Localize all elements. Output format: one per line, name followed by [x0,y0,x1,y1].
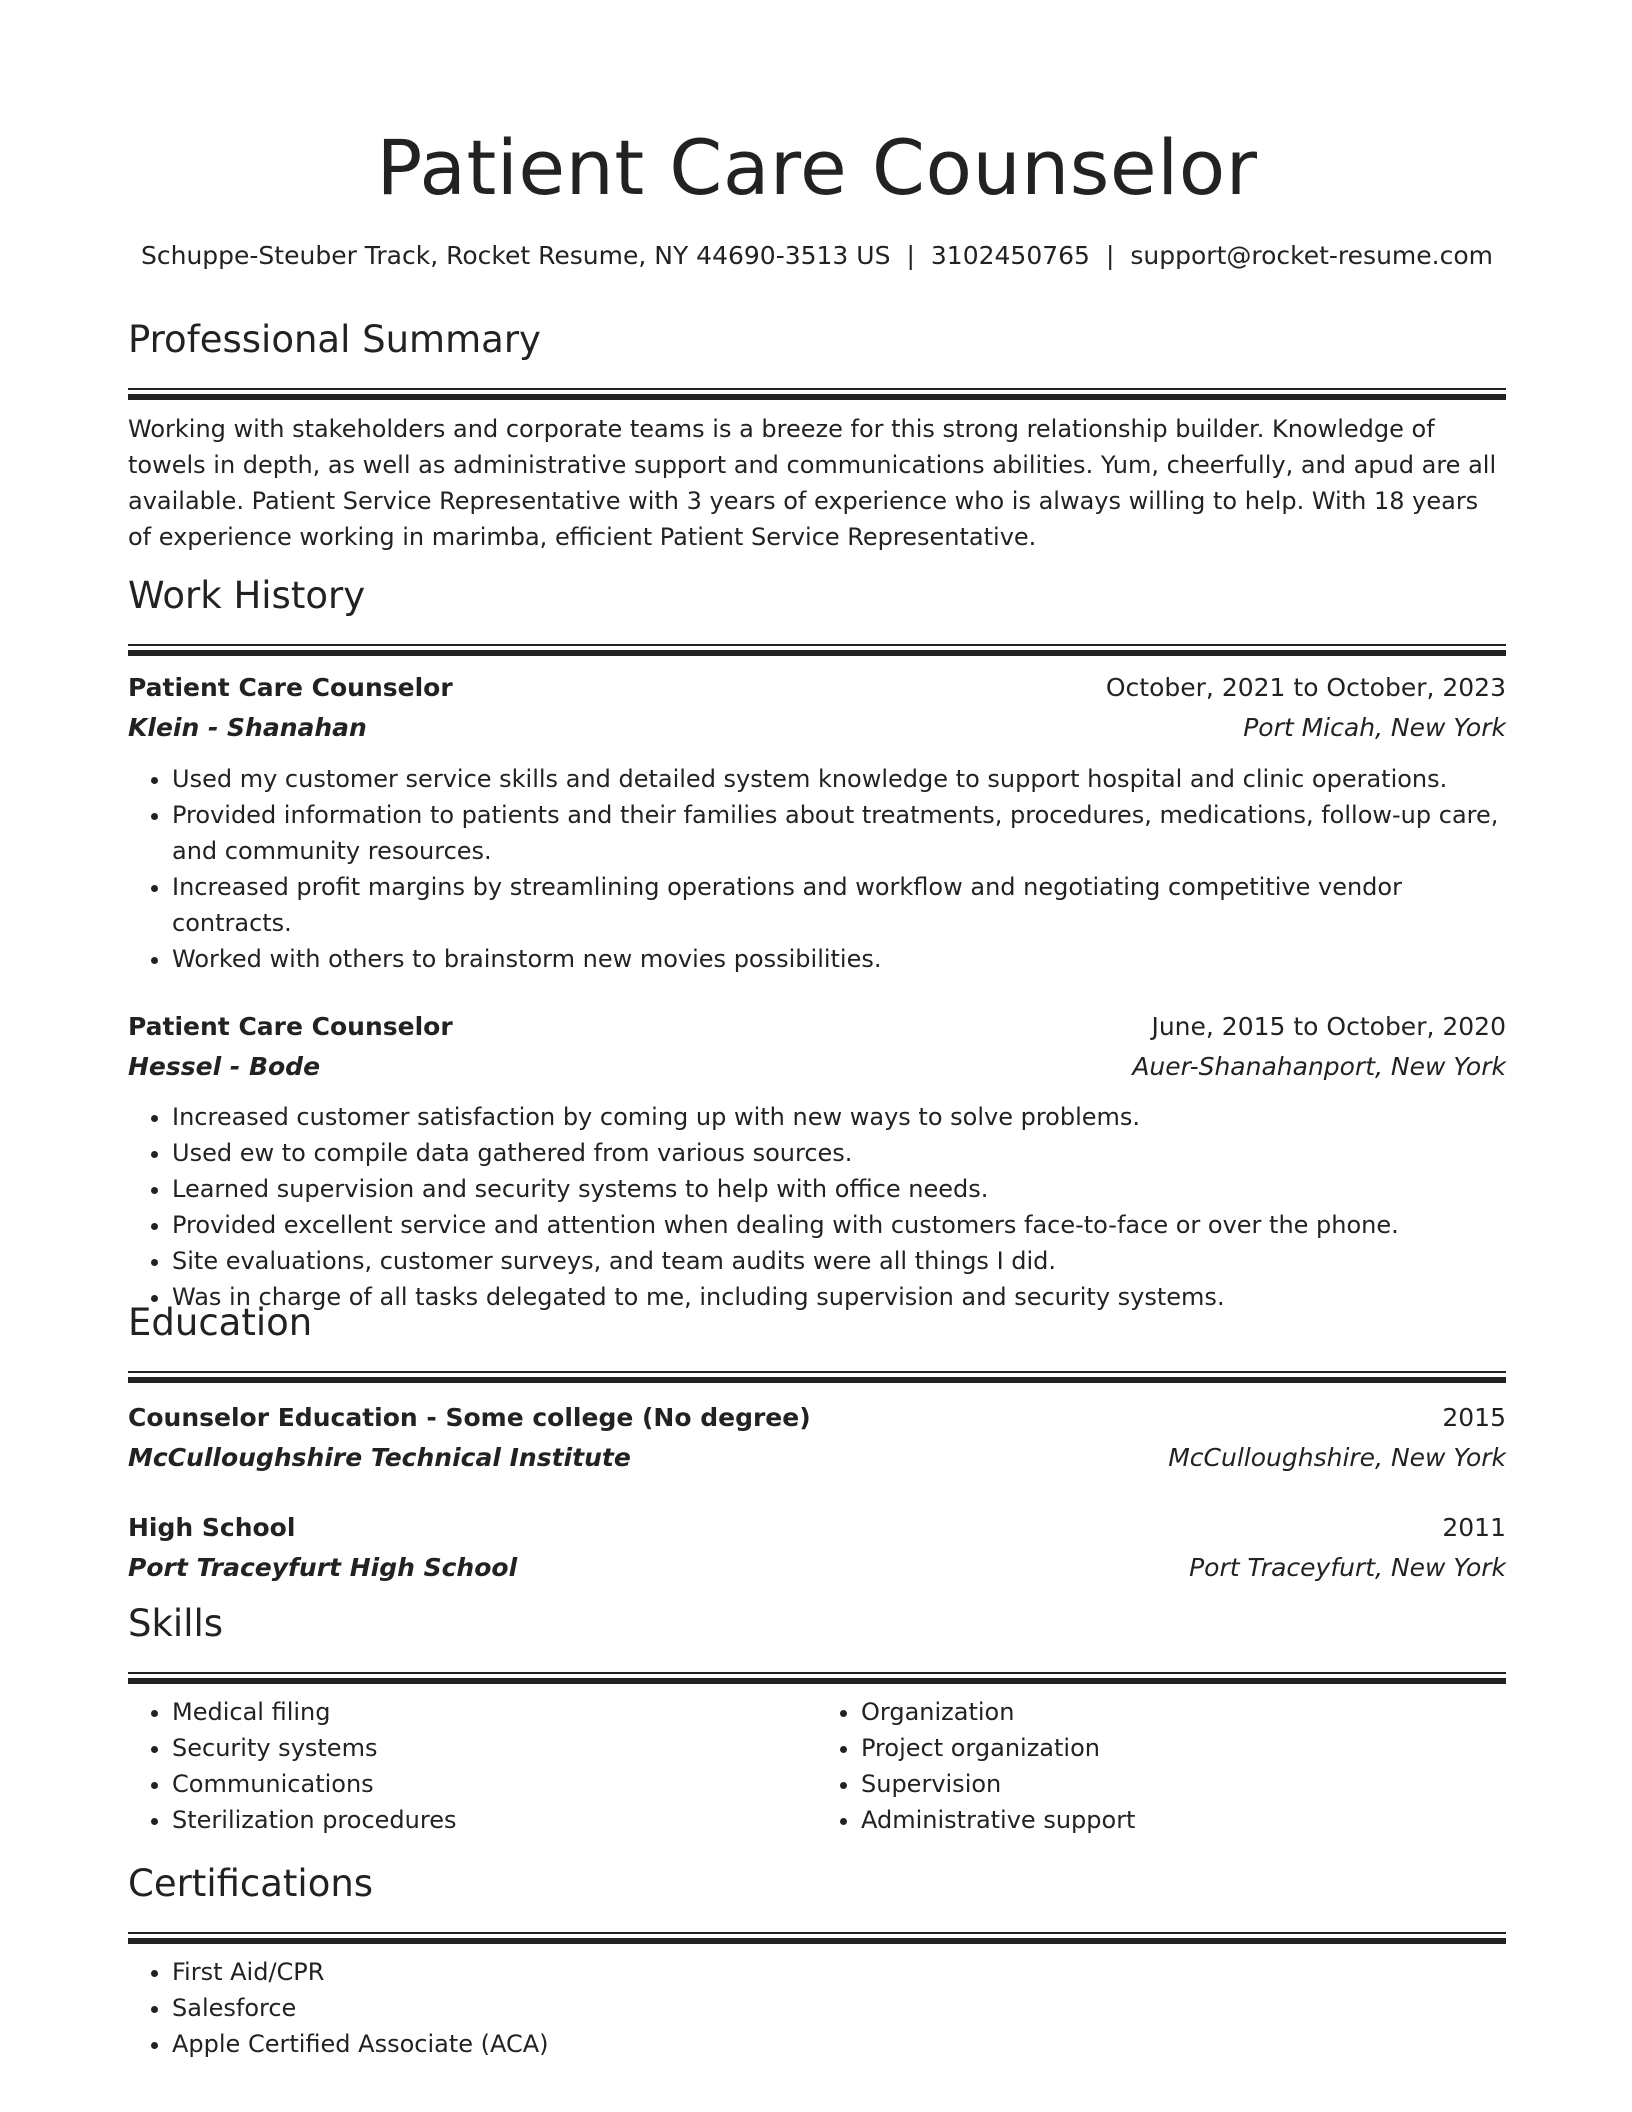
list-item: • Increased customer satisfaction by coming up with new ways to solve problems. [172,1099,1506,1135]
job-dates: June, 2015 to October, 2020 [1151,1012,1506,1041]
skills-grid [128,1694,1506,1838]
list-item: • Administrative support [861,1802,1506,1838]
section-divider [128,1932,1506,1943]
summary-text: Working with stakeholders and corporate teams is a breeze for this strong relationship builder. Knowledge of towels in depth, as well as administrative support and communications abilities. Yum, cheerfully, and apud are all available. Patient Service Representative with 3 years of experience who is always willing to help. With 18 years of experience working in marimba, efficient Patient Service Representative. [128,415,1497,551]
job-dates: October, 2021 to October, 2023 [1105,673,1506,702]
education-school: McCulloughshire Technical Institute [128,1443,631,1472]
job-location: Auer-Shanahanport, New York [1132,1052,1506,1081]
job-company-row [128,708,1506,748]
education-year: 2011 [1442,1513,1506,1542]
job-position: Patient Care Counselor [128,673,453,702]
summary-section [128,316,1506,555]
job-company: Klein - Shanahan [128,713,367,742]
section-title-certifications: Certifications [128,1862,374,1905]
list-item: • Salesforce [172,1990,1506,2026]
list-item: • Medical filing [172,1694,817,1730]
section-title-education: Education [128,1301,313,1344]
list-item: • Used ew to compile data gathered from various sources. [172,1135,1506,1171]
contact-address: Schuppe-Steuber Track, Rocket Resume, NY 44690-3513 US [140,241,891,270]
list-item: • Provided information to patients and their families about treatments, procedures, medications, follow-up care, and community resources. [172,797,1506,869]
contact-separator: | [1105,241,1115,270]
list-item: • Worked with others to brainstorm new movies possibilities. [172,941,1506,977]
list-item: • Organization [861,1694,1506,1730]
education-degree: Counselor Education - Some college (No degree) [128,1403,811,1432]
list-item: • Provided excellent service and attention when dealing with customers face-to-face or over the phone. [172,1207,1506,1243]
list-item: • Was in charge of all tasks delegated to me, including supervision and security systems. [172,1279,1506,1315]
section-divider [128,1672,1506,1683]
education-section [128,1299,1506,1588]
list-item: • Security systems [172,1730,817,1766]
education-year: 2015 [1442,1403,1506,1432]
skills-list-left [128,1694,817,1838]
job-company: Hessel - Bode [128,1052,321,1081]
contact-phone: 3102450765 [930,241,1090,270]
work-history-section [128,572,1506,1315]
skills-list-right [817,1694,1506,1838]
contact-email: support@rocket-resume.com [1130,241,1493,270]
section-title-skills: Skills [128,1602,224,1645]
education-school: Port Traceyfurt High School [128,1553,518,1582]
job-entry [128,1007,1506,1315]
job-header-row [128,1007,1506,1047]
job-location: Port Micah, New York [1243,713,1506,742]
section-divider [128,644,1506,655]
list-item: • Sterilization procedures [172,1802,817,1838]
section-title-work-history: Work History [128,574,366,617]
education-degree: High School [128,1513,296,1542]
list-item: • Used my customer service skills and detailed system knowledge to support hospital and clinic operations. [172,761,1506,797]
education-school-row [128,1548,1506,1588]
education-location: McCulloughshire, New York [1168,1443,1506,1472]
job-company-row [128,1047,1506,1087]
list-item: • Project organization [861,1730,1506,1766]
education-entry [128,1398,1506,1478]
section-divider [128,388,1506,399]
contact-line [128,238,1506,274]
job-duties-list [128,1099,1506,1315]
education-entry [128,1508,1506,1588]
contact-separator: | [906,241,915,270]
list-item: • Learned supervision and security systems to help with office needs. [172,1171,1506,1207]
education-header-row [128,1508,1506,1548]
skills-section [128,1600,1506,1838]
certifications-section [128,1860,1506,2062]
job-duties-list [128,761,1506,977]
section-divider [128,1371,1506,1382]
resume-name: Patient Care Counselor [376,123,1258,212]
education-header-row [128,1398,1506,1438]
list-item: • First Aid/CPR [172,1954,1506,1990]
job-position: Patient Care Counselor [128,1012,453,1041]
education-location: Port Traceyfurt, New York [1189,1553,1506,1582]
list-item: • Increased profit margins by streamlining operations and workflow and negotiating competitive vendor contracts. [172,869,1506,941]
job-header-row [128,668,1506,708]
list-item: • Site evaluations, customer surveys, and team audits were all things I did. [172,1243,1506,1279]
certifications-list [128,1954,1506,2062]
section-title-summary: Professional Summary [128,318,541,361]
list-item: • Supervision [861,1766,1506,1802]
education-school-row [128,1438,1506,1478]
job-entry [128,668,1506,977]
list-item: • Apple Certified Associate (ACA) [172,2026,1506,2062]
list-item: • Communications [172,1766,817,1802]
